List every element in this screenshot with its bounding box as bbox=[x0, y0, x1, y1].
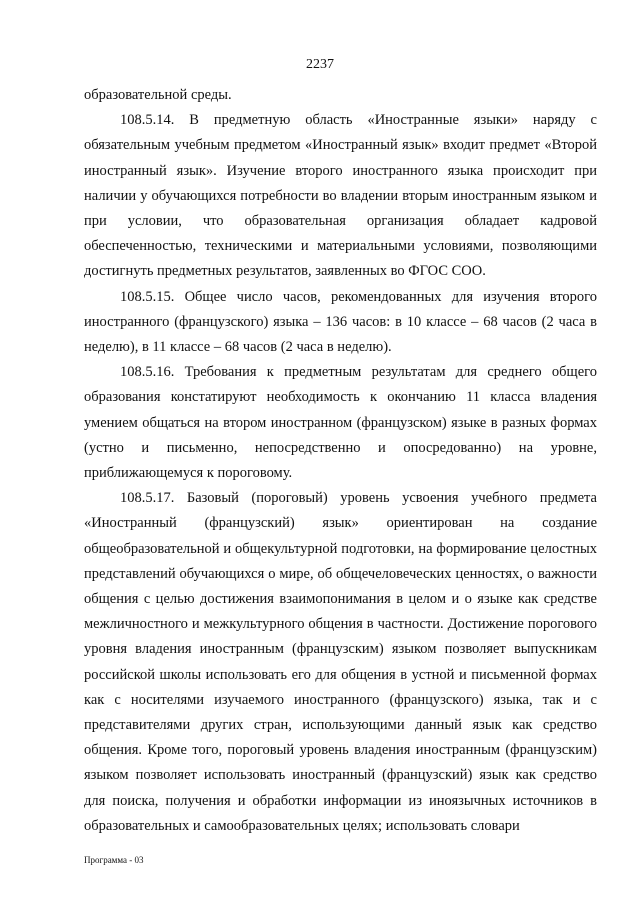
page-number: 2237 bbox=[306, 57, 334, 72]
paragraph-108-5-15: 108.5.15. Общее число часов, рекомендованных для изучения второго иностранного (французского) языка – 136 часов: в 10 классе – 68 часов (2 часа в неделю), в 11 классе – 68 часов (2 часа в неделю). bbox=[84, 288, 597, 356]
paragraph-108-5-16: 108.5.16. Требования к предметным результатам для среднего общего образования констатируют необходимость к окончанию 11 класса владения умением общаться на втором иностранном (французском) языке в разных формах (устно и письменно, непосредственно и опосредованно) на уровне, приближающемуся к пороговому. bbox=[84, 364, 597, 482]
paragraph-continuation: образовательной среды. bbox=[84, 87, 232, 103]
paragraph-108-5-17: 108.5.17. Базовый (пороговый) уровень усвоения учебного предмета «Иностранный (французский) язык» ориентирован на создание общеобразовательной и общекультурной подготовки, на формирование целостных представлений обучающихся о мире, об общечеловеческих ценностях, о важности общения с целью достижения взаимопонимания в целом и о языке как средстве межличностного и межкультурного общения в частности. Достижение порогового уровня владения иностранным (французским) языком позволяет выпускникам российской школы использовать его для общения в устной и письменной формах как с носителями изучаемого иностранного (французского) языка, так и с представителями других стран, использующими данный язык как средство общения. Кроме того, пороговый уровень владения иностранным (французским) языком позволяет использовать иностранный (французский) язык как средство для поиска, получения и обработки информации из иноязычных источников в образовательных и самообразовательных целях; использовать словари bbox=[84, 490, 597, 834]
page-footer: Программа - 03 bbox=[84, 855, 144, 865]
paragraph-108-5-14: 108.5.14. В предметную область «Иностранные языки» наряду с обязательным учебным предметом «Иностранный язык» входит предмет «Второй иностранный язык». Изучение второго иностранного языка происходит при наличии у обучающихся потребности во владении вторым иностранным языком и при условии, что образовательная организация обладает кадровой обеспеченностью, техническими и материальными условиями, позволяющими достигнуть предметных результатов, заявленных во ФГОС СОО. bbox=[84, 112, 597, 280]
document-body bbox=[84, 83, 597, 839]
